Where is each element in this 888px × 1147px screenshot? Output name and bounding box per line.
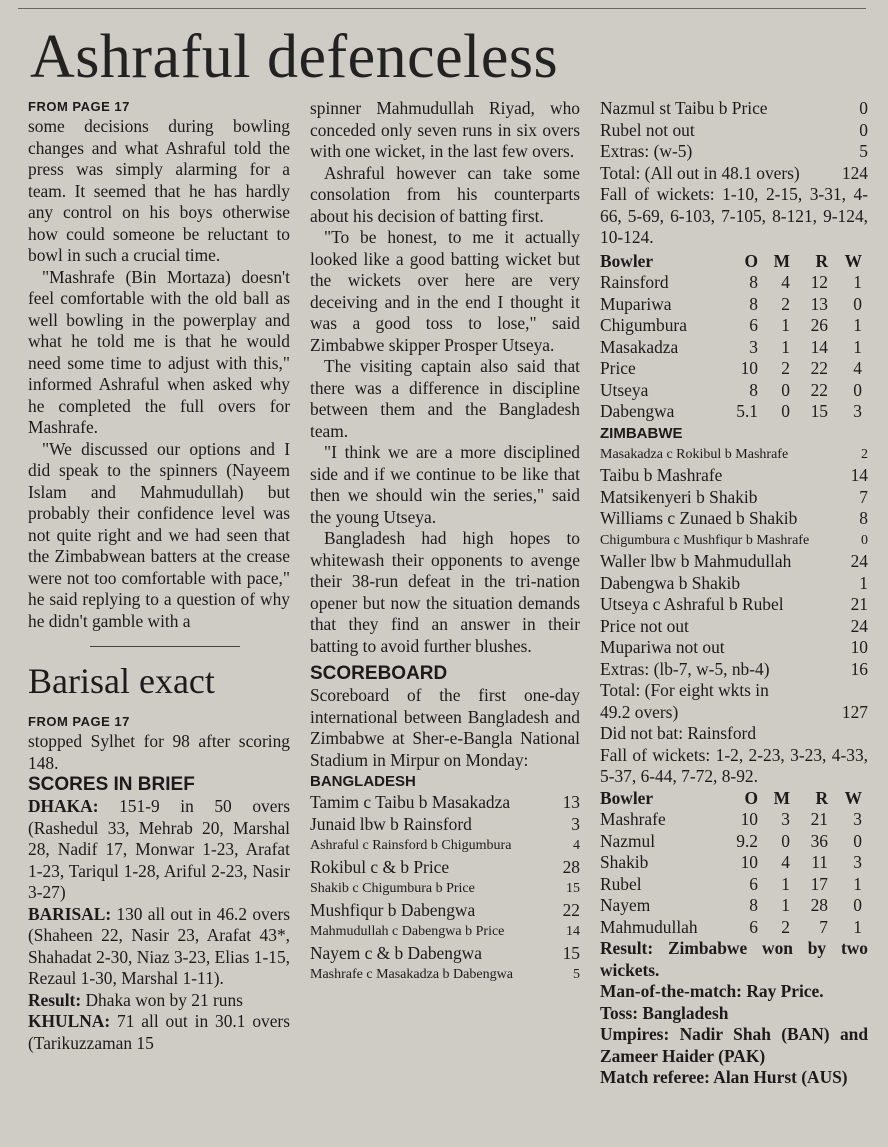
batter-name: Matsikenyeri b Shakib xyxy=(600,486,758,507)
score-text: 130 all out in 46.2 overs (Shaheen 22, Nasir 23, Arafat 43*, Shahadat 2-30, Niaz 3-23, Elias 1-15, Rezaul 1-30, Marshal 1-11). xyxy=(28,903,290,988)
bowling-row xyxy=(600,831,868,853)
bowler-name: Rubel xyxy=(600,873,642,894)
paragraph: Ashraful however can take some consolation from his counterparts about his decision of batting first. xyxy=(310,162,580,226)
batter-name: Rubel not out xyxy=(600,119,695,140)
team-heading: ZIMBABWE xyxy=(600,424,683,442)
bowler-name: Dabengwa xyxy=(600,401,675,421)
paragraph: spinner Mahmudullah Riyad, who conceded only seven runs in six overs with one wicket, in the last few overs. xyxy=(310,98,580,161)
batting-row xyxy=(310,835,580,857)
batting-row xyxy=(600,508,868,530)
score-label: Result: xyxy=(28,989,82,1010)
batter-runs: 21 xyxy=(850,594,868,614)
batting-row xyxy=(600,637,868,659)
batter-name: Mashrafe c Masakadza b Dabengwa xyxy=(310,967,513,982)
man-of-the-match: Man-of-the-match: Ray Price. xyxy=(600,981,824,1001)
bowler-overs: 9.2 xyxy=(736,830,758,851)
bowler-maidens: 0 xyxy=(781,379,790,400)
total-runs: 127 xyxy=(841,701,868,722)
bowler-wickets: 3 xyxy=(853,401,862,421)
batter-runs: 13 xyxy=(562,792,580,812)
bowler-wickets: 0 xyxy=(853,830,862,851)
batter-runs: 0 xyxy=(861,532,868,548)
section-heading: SCORES IN BRIEF xyxy=(28,774,195,795)
total-overs: 49.2 overs) xyxy=(600,701,679,722)
batter-runs: 10 xyxy=(850,637,868,657)
bowling-header xyxy=(600,788,868,810)
header-runs: R xyxy=(815,787,828,808)
paragraph: "I think we are a more disciplined side and if we continue to be like that then we should win the series," said the young Utseya. xyxy=(310,442,580,527)
bowler-name: Price xyxy=(600,358,636,378)
paragraph: The visiting captain also said that there was a difference in discipline between them and the Bangladesh team. xyxy=(310,356,580,441)
header-maidens: M xyxy=(773,250,790,271)
score-label: DHAKA: xyxy=(28,796,99,816)
bowler-overs: 3 xyxy=(749,336,758,357)
batter-name: Ashraful c Rainsford b Chigumbura xyxy=(310,838,512,853)
batter-name: Taibu b Mashrafe xyxy=(600,465,723,485)
bowler-runs: 15 xyxy=(810,401,828,421)
toss: Toss: Bangladesh xyxy=(600,1002,729,1023)
bowler-wickets: 1 xyxy=(853,315,862,335)
batting-row xyxy=(600,659,868,681)
bowler-runs: 13 xyxy=(810,293,828,314)
match-result: Result: Zimbabwe won by two wickets. xyxy=(600,938,868,980)
bowler-overs: 8 xyxy=(749,379,758,400)
header-wickets: W xyxy=(844,787,862,808)
bowler-wickets: 0 xyxy=(853,293,862,314)
batting-row xyxy=(310,878,580,900)
bowler-overs: 6 xyxy=(749,873,758,894)
batter-runs: 28 xyxy=(562,856,580,877)
batter-name: Mupariwa not out xyxy=(600,637,725,657)
batter-runs: 24 xyxy=(850,615,868,636)
bowler-name: Rainsford xyxy=(600,272,669,292)
batting-row xyxy=(310,921,580,943)
headline: Ashraful defenceless xyxy=(30,23,559,91)
batting-row xyxy=(310,900,580,922)
header-maidens: M xyxy=(773,787,790,808)
batter-name: Price not out xyxy=(600,615,689,636)
batter-runs: 0 xyxy=(859,119,868,140)
batter-runs: 15 xyxy=(566,881,580,896)
bowling-row xyxy=(600,337,868,359)
match-referee: Match referee: Alan Hurst (AUS) xyxy=(600,1067,848,1087)
batter-runs: 8 xyxy=(859,508,868,528)
bowler-maidens: 2 xyxy=(781,358,790,378)
batter-name: Nazmul st Taibu b Price xyxy=(600,98,768,118)
batter-runs: 3 xyxy=(571,813,580,834)
bowler-wickets: 0 xyxy=(853,895,862,915)
did-not-bat: Did not bat: Rainsford xyxy=(600,723,757,743)
batter-name: Nayem c & b Dabengwa xyxy=(310,942,482,963)
score-paragraph xyxy=(28,904,290,990)
batter-name: Total: (All out in 48.1 overs) xyxy=(600,162,800,183)
fall-of-wickets: Fall of wickets: 1-2, 2-23, 3-23, 4-33, 5-37, 6-44, 7-72, 8-92. xyxy=(600,744,868,786)
batting-list xyxy=(310,792,580,986)
batter-runs: 2 xyxy=(861,446,868,462)
paragraph: "To be honest, to me it actually looked like a good batting wicket but the wickets over here are very deceiving and in the end I thought it was a good toss to lose," said Zimbabwe skipper Prosper Utseya. xyxy=(310,227,580,355)
divider xyxy=(90,646,240,647)
bowler-runs: 7 xyxy=(819,916,828,937)
batter-name: Utseya c Ashraful b Rubel xyxy=(600,594,784,614)
bowler-maidens: 1 xyxy=(781,336,790,357)
bowler-overs: 10 xyxy=(740,358,758,378)
subhead: Barisal exact xyxy=(28,661,215,701)
batter-name: Mushfiqur b Dabengwa xyxy=(310,899,476,920)
bowler-wickets: 1 xyxy=(853,873,862,894)
bowler-maidens: 0 xyxy=(781,401,790,421)
batter-name: Mahmudullah c Dabengwa b Price xyxy=(310,924,505,939)
batting-row xyxy=(310,964,580,986)
batter-name: Dabengwa b Shakib xyxy=(600,572,741,593)
bowler-name: Nazmul xyxy=(600,830,656,851)
batting-list xyxy=(600,444,868,681)
batter-name: Extras: (w-5) xyxy=(600,141,693,161)
bowler-name: Masakadza xyxy=(600,336,679,357)
batting-row xyxy=(600,616,868,638)
score-paragraph xyxy=(28,796,290,904)
bowler-overs: 5.1 xyxy=(736,401,758,421)
bowler-overs: 8 xyxy=(749,895,758,915)
bowler-wickets: 4 xyxy=(853,358,862,378)
bowling-row xyxy=(600,358,868,380)
header-overs: O xyxy=(744,787,758,808)
batter-runs: 15 xyxy=(562,942,580,963)
batter-name: Shakib c Chigumbura b Price xyxy=(310,881,475,896)
batter-name: Extras: (lb-7, w-5, nb-4) xyxy=(600,658,770,679)
batter-runs: 124 xyxy=(841,162,868,183)
bowler-runs: 12 xyxy=(810,272,828,292)
bowling-row xyxy=(600,315,868,337)
bowler-overs: 6 xyxy=(749,916,758,937)
bowling-row xyxy=(600,380,868,402)
batter-runs: 14 xyxy=(566,924,580,939)
batter-runs: 24 xyxy=(850,551,868,571)
header-wickets: W xyxy=(844,250,862,271)
bowling-list xyxy=(600,809,868,938)
bowler-wickets: 1 xyxy=(853,916,862,937)
bowler-name: Chigumbura xyxy=(600,315,687,335)
batter-runs: 7 xyxy=(859,486,868,507)
batting-row xyxy=(310,792,580,814)
bowler-wickets: 3 xyxy=(853,852,862,872)
bowler-overs: 8 xyxy=(749,272,758,292)
batter-name: Williams c Zunaed b Shakib xyxy=(600,508,798,528)
batter-runs: 5 xyxy=(859,141,868,161)
batter-runs: 16 xyxy=(850,658,868,679)
bowler-runs: 22 xyxy=(810,358,828,378)
total-line xyxy=(600,702,868,724)
batting-row xyxy=(600,444,868,466)
batter-runs: 1 xyxy=(859,572,868,593)
paragraph: Bangladesh had high hopes to whitewash their opponents to avenge their 38-run defeat in the tri-nation opener but now the situation demands that they find an answer in their batting to avoid further blushes. xyxy=(310,528,580,656)
batter-name: Masakadza c Rokibul b Mashrafe xyxy=(600,446,789,462)
bowling-list xyxy=(600,272,868,423)
batting-row xyxy=(600,594,868,616)
bowler-wickets: 1 xyxy=(853,336,862,357)
batter-name: Tamim c Taibu b Masakadza xyxy=(310,792,511,812)
score-paragraph xyxy=(28,990,290,1012)
bowler-runs: 36 xyxy=(810,830,828,851)
batter-name: Chigumbura c Mushfiqur b Mashrafe xyxy=(600,532,810,548)
batter-runs: 5 xyxy=(573,967,580,982)
header-overs: O xyxy=(744,250,758,271)
bowler-maidens: 0 xyxy=(781,830,790,851)
paragraph: stopped Sylhet for 98 after scoring 148. xyxy=(28,731,290,773)
score-label: BARISAL: xyxy=(28,903,112,924)
score-text: 151-9 in 50 overs (Rashedul 33, Mehrab 20, Marshal 28, Nadif 17, Monwar 1-23, Arafat 1-23, Tariqul 1-28, Ariful 2-23, Nasir 3-27) xyxy=(28,796,290,902)
score-text: Dhaka won by 21 runs xyxy=(81,989,243,1010)
bowler-maidens: 2 xyxy=(781,916,790,937)
bowler-runs: 26 xyxy=(810,315,828,335)
batter-name: Junaid lbw b Rainsford xyxy=(310,813,472,834)
batting-row xyxy=(600,120,868,142)
batter-name: Waller lbw b Mahmudullah xyxy=(600,551,792,571)
paragraph: "Mashrafe (Bin Mortaza) doesn't feel comfortable with the old ball as well bowling in the powerplay and what he told me is that he would need some time to adjust with this," informed Ashraful when asked why he completed the full overs for Mashrafe. xyxy=(28,266,290,437)
batting-row xyxy=(310,814,580,836)
score-text: 71 all out in 30.1 overs (Tarikuzzaman 15 xyxy=(28,1011,290,1053)
bowler-overs: 10 xyxy=(740,809,758,829)
batting-row xyxy=(600,98,868,120)
batter-runs: 0 xyxy=(859,98,868,118)
batter-runs: 4 xyxy=(573,838,580,853)
bowler-name: Mashrafe xyxy=(600,809,666,829)
batting-row xyxy=(310,943,580,965)
header-bowler: Bowler xyxy=(600,787,654,808)
fall-of-wickets: Fall of wickets: 1-10, 2-15, 3-31, 4-66, 5-69, 6-103, 7-105, 8-121, 9-124, 10-124. xyxy=(600,184,868,247)
batting-row xyxy=(600,530,868,552)
bowling-row xyxy=(600,401,868,423)
team-heading: BANGLADESH xyxy=(310,773,416,790)
bowler-wickets: 0 xyxy=(853,379,862,400)
bowling-row xyxy=(600,809,868,831)
batting-row xyxy=(310,857,580,879)
score-paragraph xyxy=(28,1011,290,1054)
bowler-wickets: 3 xyxy=(853,809,862,829)
kicker: FROM PAGE 17 xyxy=(28,714,130,729)
score-label: KHULNA: xyxy=(28,1011,111,1031)
kicker: FROM PAGE 17 xyxy=(28,99,130,114)
column-1 xyxy=(28,98,290,1054)
batting-row xyxy=(600,551,868,573)
bowling-row xyxy=(600,917,868,939)
batting-list xyxy=(600,98,868,184)
batter-runs: 22 xyxy=(562,899,580,920)
bowler-maidens: 4 xyxy=(781,852,790,872)
paragraph: some decisions during bowling changes and what Ashraful told the press was simply alarming for a team. It seemed that he has hardly any control on his boys otherwise how could someone be reluctant to bowl in such a crucial time. xyxy=(28,116,290,265)
batting-row xyxy=(600,141,868,163)
bowler-maidens: 1 xyxy=(781,873,790,894)
bowling-row xyxy=(600,874,868,896)
bowling-row xyxy=(600,272,868,294)
batter-name: Rokibul c & b Price xyxy=(310,856,450,877)
bowler-maidens: 2 xyxy=(781,293,790,314)
bowler-overs: 6 xyxy=(749,315,758,335)
bowling-row xyxy=(600,852,868,874)
batting-row xyxy=(600,465,868,487)
bowler-wickets: 1 xyxy=(853,272,862,292)
bowler-runs: 11 xyxy=(811,852,828,872)
bowler-overs: 10 xyxy=(740,852,758,872)
column-3 xyxy=(600,98,868,1089)
bowler-maidens: 3 xyxy=(781,809,790,829)
paragraph: "We discussed our options and I did speak to the spinners (Nayeem Islam and Mahmudullah) but probably their confidence level was not quite right and we had seen that the Zimbabwean batters at the crease were not too comfortable with pace," he said replying to a question of why he didn't gamble with a xyxy=(28,438,290,631)
bowler-name: Nayem xyxy=(600,895,651,915)
bowler-name: Utseya xyxy=(600,379,649,400)
bowler-runs: 22 xyxy=(810,379,828,400)
batting-row xyxy=(600,163,868,185)
batting-row xyxy=(600,487,868,509)
scoreboard-title: SCOREBOARD xyxy=(310,663,448,684)
header-runs: R xyxy=(815,250,828,271)
bowler-name: Shakib xyxy=(600,852,649,872)
bowler-runs: 28 xyxy=(810,895,828,915)
bowling-row xyxy=(600,895,868,917)
header-bowler: Bowler xyxy=(600,250,654,271)
bowler-overs: 8 xyxy=(749,293,758,314)
batter-runs: 14 xyxy=(850,465,868,485)
umpires: Umpires: Nadir Shah (BAN) and Zameer Haider (PAK) xyxy=(600,1024,868,1066)
bowler-runs: 17 xyxy=(810,873,828,894)
bowler-maidens: 1 xyxy=(781,315,790,335)
bowler-name: Mupariwa xyxy=(600,293,672,314)
bowler-maidens: 4 xyxy=(781,272,790,292)
top-rule xyxy=(18,8,866,9)
bowler-name: Mahmudullah xyxy=(600,916,698,937)
bowler-maidens: 1 xyxy=(781,895,790,915)
bowling-header xyxy=(600,251,868,273)
bowler-runs: 21 xyxy=(810,809,828,829)
scoreboard-intro: Scoreboard of the first one-day international between Bangladesh and Zimbabwe at Sher-e-Bangla National Stadium in Mirpur on Monday: xyxy=(310,685,580,770)
bowling-row xyxy=(600,294,868,316)
total-line: Total: (For eight wkts in xyxy=(600,680,769,700)
batting-row xyxy=(600,573,868,595)
bowler-runs: 14 xyxy=(810,336,828,357)
column-2 xyxy=(310,98,580,986)
